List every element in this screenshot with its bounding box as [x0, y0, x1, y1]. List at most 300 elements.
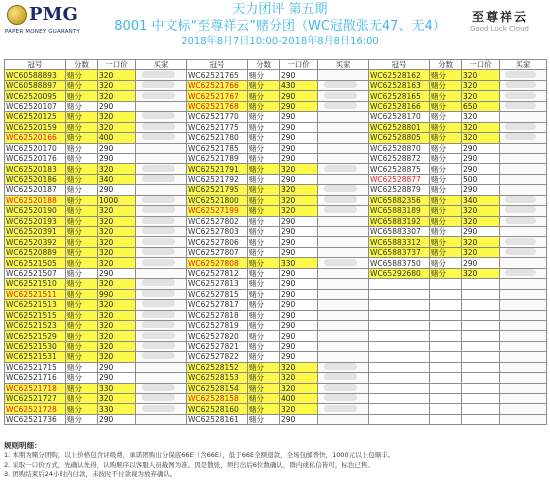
grade-cell: 赌分 — [248, 300, 280, 310]
price-cell: 320 — [280, 164, 318, 174]
buyer-cell — [136, 80, 187, 90]
buyer-cell — [136, 143, 187, 153]
serial-number-cell: WC62521795 — [187, 185, 248, 195]
price-cell: 290 — [280, 268, 318, 278]
grade-cell: 赌分 — [248, 112, 280, 122]
serial-number-cell: WC62521785 — [187, 143, 248, 153]
table-row — [5, 341, 547, 351]
grade-cell: 赌分 — [66, 373, 98, 383]
price-cell — [462, 362, 500, 372]
blurred-buyer-name — [505, 102, 536, 109]
price-cell: 500 — [462, 174, 500, 184]
buyer-cell — [136, 91, 187, 101]
price-cell: 290 — [462, 227, 500, 237]
grade-cell — [430, 289, 462, 299]
serial-number-cell — [369, 320, 430, 330]
buyer-cell — [318, 279, 369, 289]
buyer-cell — [136, 320, 187, 330]
price-cell: 320 — [98, 352, 136, 362]
price-cell — [462, 279, 500, 289]
grade-cell: 赌分 — [248, 237, 280, 247]
price-cell: 290 — [280, 153, 318, 163]
price-cell — [462, 331, 500, 341]
blurred-buyer-name — [142, 112, 176, 119]
buyer-cell — [136, 331, 187, 341]
blurred-buyer-name — [142, 342, 176, 349]
grade-cell: 赌分 — [248, 70, 280, 80]
buyer-cell — [500, 153, 547, 163]
table-row — [5, 237, 547, 247]
buyer-cell — [318, 320, 369, 330]
buyer-cell — [318, 362, 369, 372]
price-cell: 320 — [98, 310, 136, 320]
grade-cell: 赌分 — [430, 101, 462, 111]
buyer-cell — [136, 164, 187, 174]
serial-number-cell: WC62528872 — [369, 153, 430, 163]
grade-cell: 赌分 — [66, 195, 98, 205]
blurred-buyer-name — [324, 363, 358, 370]
blurred-buyer-name — [142, 352, 176, 359]
grade-cell: 赌分 — [430, 112, 462, 122]
col-header: 冠号 — [5, 60, 66, 70]
table-row — [5, 195, 547, 205]
buyer-cell — [500, 352, 547, 362]
buyer-cell — [500, 404, 547, 414]
serial-number-cell: WC62521513 — [5, 300, 66, 310]
serial-number-cell — [369, 414, 430, 424]
serial-number-cell: WC62528875 — [369, 164, 430, 174]
table-row — [5, 404, 547, 414]
price-cell: 340 — [98, 174, 136, 184]
price-cell: 340 — [462, 195, 500, 205]
grade-cell: 赌分 — [248, 206, 280, 216]
price-cell: 320 — [462, 91, 500, 101]
price-cell: 330 — [98, 404, 136, 414]
serial-number-cell — [369, 300, 430, 310]
price-cell: 320 — [462, 70, 500, 80]
grade-cell: 赌分 — [66, 133, 98, 143]
grade-cell: 赌分 — [248, 373, 280, 383]
grade-cell: 赌分 — [66, 174, 98, 184]
blurred-buyer-name — [142, 311, 176, 318]
note-line: 1. 本期为赌分团购，以上价格包含评级费，承诺团购出分保底66E（含66E），低于66E全额退款，全场包邮普快，1000元以上包顺丰。 — [4, 451, 395, 459]
serial-number-cell: WC62521791 — [187, 164, 248, 174]
serial-number-cell: WC62528870 — [369, 143, 430, 153]
price-cell: 320 — [98, 331, 136, 341]
serial-number-cell: WC62521770 — [187, 112, 248, 122]
buyer-cell — [318, 112, 369, 122]
serial-number-cell: WC62528162 — [369, 70, 430, 80]
price-cell: 290 — [98, 268, 136, 278]
blurred-buyer-name — [324, 102, 358, 109]
buyer-cell — [500, 143, 547, 153]
serial-number-cell: WC62520889 — [5, 247, 66, 257]
table-row — [5, 216, 547, 226]
serial-number-cell: WC62521767 — [187, 91, 248, 101]
table-row — [5, 133, 547, 143]
buyer-cell — [500, 373, 547, 383]
grade-cell — [430, 300, 462, 310]
price-cell: 290 — [462, 143, 500, 153]
rules-notes — [4, 441, 546, 493]
serial-number-cell: WC62521530 — [5, 341, 66, 351]
grade-cell — [430, 394, 462, 404]
table-row — [5, 101, 547, 111]
blurred-buyer-name — [324, 165, 358, 172]
serial-number-cell: WC62520176 — [5, 153, 66, 163]
buyer-cell — [136, 404, 187, 414]
table-row — [5, 383, 547, 393]
buyer-cell — [136, 112, 187, 122]
grade-cell: 赌分 — [248, 143, 280, 153]
price-cell — [462, 394, 500, 404]
serial-number-cell: WC62521792 — [187, 174, 248, 184]
serial-number-cell: WC62520187 — [5, 185, 66, 195]
grade-cell — [430, 310, 462, 320]
serial-number-cell: WC62521728 — [5, 404, 66, 414]
buyer-cell — [318, 289, 369, 299]
grade-cell: 赌分 — [248, 91, 280, 101]
buyer-cell — [136, 185, 187, 195]
price-cell: 990 — [98, 289, 136, 299]
grade-cell — [430, 341, 462, 351]
grade-cell — [430, 362, 462, 372]
table-row — [5, 80, 547, 90]
serial-number-cell: WC62521780 — [187, 133, 248, 143]
price-cell: 320 — [98, 216, 136, 226]
buyer-cell — [136, 394, 187, 404]
buyer-cell — [500, 185, 547, 195]
price-cell: 320 — [98, 112, 136, 122]
serial-number-cell — [369, 331, 430, 341]
col-header: 买家 — [136, 60, 187, 70]
buyer-cell — [136, 289, 187, 299]
table-row — [5, 414, 547, 424]
price-cell: 290 — [280, 227, 318, 237]
col-header: 买家 — [500, 60, 547, 70]
blurred-buyer-name — [142, 300, 176, 307]
buyer-cell — [500, 247, 547, 257]
blurred-buyer-name — [505, 248, 536, 255]
price-cell: 320 — [462, 122, 500, 132]
price-cell: 290 — [280, 143, 318, 153]
buyer-cell — [500, 237, 547, 247]
price-cell: 290 — [98, 185, 136, 195]
price-cell: 320 — [280, 404, 318, 414]
price-cell: 400 — [98, 133, 136, 143]
buyer-cell — [500, 101, 547, 111]
serial-number-cell: WC62528877 — [369, 174, 430, 184]
grade-cell: 赌分 — [430, 70, 462, 80]
price-cell: 290 — [98, 373, 136, 383]
buyer-cell — [136, 70, 187, 80]
col-header: 一口价 — [462, 60, 500, 70]
serial-number-cell: WC62520392 — [5, 237, 66, 247]
price-cell: 320 — [98, 70, 136, 80]
grade-cell: 赌分 — [248, 101, 280, 111]
price-cell: 290 — [280, 247, 318, 257]
buyer-cell — [500, 227, 547, 237]
serial-number-cell: WC62520183 — [5, 164, 66, 174]
price-cell: 320 — [98, 91, 136, 101]
page-title: 天力团评 第五期 — [232, 2, 328, 17]
stamp-sub-text: Good Luck Cloud — [470, 25, 529, 33]
grade-cell: 赌分 — [430, 91, 462, 101]
listing-table — [4, 59, 547, 425]
buyer-cell — [318, 206, 369, 216]
notes-title: 规则明细： — [4, 441, 42, 450]
price-cell: 320 — [98, 320, 136, 330]
serial-number-cell: WC62520170 — [5, 143, 66, 153]
blurred-buyer-name — [142, 290, 176, 297]
grade-cell: 赌分 — [66, 279, 98, 289]
serial-number-cell: WC62521507 — [5, 268, 66, 278]
serial-number-cell: WC62527813 — [187, 279, 248, 289]
price-cell: 290 — [280, 216, 318, 226]
price-cell: 330 — [280, 258, 318, 268]
price-cell: 290 — [98, 101, 136, 111]
serial-number-cell: WC62528805 — [369, 133, 430, 143]
grade-cell: 赌分 — [66, 414, 98, 424]
buyer-cell — [136, 195, 187, 205]
serial-number-cell: WC62520166 — [5, 133, 66, 143]
price-cell — [462, 289, 500, 299]
blurred-buyer-name — [505, 71, 536, 78]
serial-number-cell: WC62521505 — [5, 258, 66, 268]
blurred-buyer-name — [142, 175, 176, 182]
grade-cell: 赌分 — [248, 310, 280, 320]
buyer-cell — [318, 101, 369, 111]
blurred-buyer-name — [142, 206, 176, 213]
logo-subtitle: PAPER MONEY GUARANTY — [5, 29, 81, 35]
price-cell: 320 — [280, 373, 318, 383]
table-row — [5, 300, 547, 310]
buyer-cell — [318, 164, 369, 174]
grade-cell: 赌分 — [66, 91, 98, 101]
grade-cell: 赌分 — [248, 122, 280, 132]
grade-cell: 赌分 — [430, 237, 462, 247]
grade-cell: 赌分 — [248, 268, 280, 278]
grade-cell: 赌分 — [66, 112, 98, 122]
buyer-cell — [500, 195, 547, 205]
serial-number-cell — [369, 341, 430, 351]
blurred-buyer-name — [142, 81, 176, 88]
serial-number-cell: WC62528166 — [369, 101, 430, 111]
grade-cell: 赌分 — [66, 341, 98, 351]
buyer-cell — [318, 174, 369, 184]
table-row — [5, 320, 547, 330]
price-cell: 320 — [98, 237, 136, 247]
buyer-cell — [318, 122, 369, 132]
buyer-cell — [136, 279, 187, 289]
price-cell: 290 — [280, 70, 318, 80]
table-row — [5, 206, 547, 216]
serial-number-cell: WC65882356 — [369, 195, 430, 205]
serial-number-cell — [369, 383, 430, 393]
buyer-cell — [136, 341, 187, 351]
buyer-cell — [500, 279, 547, 289]
buyer-cell — [136, 268, 187, 278]
buyer-cell — [136, 258, 187, 268]
serial-number-cell: WC65883189 — [369, 206, 430, 216]
price-cell: 330 — [98, 383, 136, 393]
serial-number-cell: WC65883307 — [369, 227, 430, 237]
buyer-cell — [500, 331, 547, 341]
serial-number-cell: WC62527802 — [187, 216, 248, 226]
serial-number-cell: WC62521716 — [5, 373, 66, 383]
blurred-buyer-name — [324, 405, 358, 412]
price-cell: 320 — [462, 112, 500, 122]
table-header-row — [5, 60, 547, 70]
price-cell — [462, 414, 500, 424]
buyer-cell — [500, 289, 547, 299]
serial-number-cell: WC65883312 — [369, 237, 430, 247]
serial-number-cell: WC62521768 — [187, 101, 248, 111]
blurred-buyer-name — [142, 248, 176, 255]
grade-cell: 赌分 — [248, 80, 280, 90]
blurred-buyer-name — [324, 92, 358, 99]
table-row — [5, 112, 547, 122]
price-cell: 290 — [280, 320, 318, 330]
blurred-buyer-name — [142, 71, 176, 78]
price-cell: 320 — [462, 247, 500, 257]
buyer-cell — [136, 247, 187, 257]
serial-number-cell: WC62528165 — [369, 91, 430, 101]
buyer-cell — [500, 414, 547, 424]
grade-cell: 赌分 — [66, 216, 98, 226]
price-cell: 290 — [98, 143, 136, 153]
grade-cell — [430, 414, 462, 424]
buyer-cell — [318, 70, 369, 80]
grade-cell: 赌分 — [248, 216, 280, 226]
serial-number-cell: WC62528170 — [369, 112, 430, 122]
price-cell: 320 — [98, 300, 136, 310]
serial-number-cell: WC62521766 — [187, 80, 248, 90]
serial-number-cell: WC62527807 — [187, 247, 248, 257]
blurred-buyer-name — [142, 259, 176, 266]
page-header — [0, 0, 550, 58]
price-cell: 400 — [280, 394, 318, 404]
grade-cell: 赌分 — [430, 195, 462, 205]
price-cell: 320 — [462, 133, 500, 143]
blurred-buyer-name — [142, 321, 176, 328]
col-header: 一口价 — [98, 60, 136, 70]
grade-cell: 赌分 — [248, 383, 280, 393]
price-cell: 290 — [462, 153, 500, 163]
grade-cell: 赌分 — [430, 80, 462, 90]
serial-number-cell: WC62520186 — [5, 174, 66, 184]
grade-cell: 赌分 — [248, 133, 280, 143]
buyer-cell — [318, 341, 369, 351]
price-cell: 290 — [280, 310, 318, 320]
grade-cell: 赌分 — [66, 310, 98, 320]
buyer-cell — [500, 164, 547, 174]
blurred-buyer-name — [324, 394, 358, 401]
serial-number-cell: WC65292680 — [369, 268, 430, 278]
table-row — [5, 143, 547, 153]
blurred-buyer-name — [142, 238, 176, 245]
price-cell: 320 — [280, 383, 318, 393]
grade-cell: 赌分 — [248, 394, 280, 404]
blurred-buyer-name — [324, 384, 358, 391]
price-cell: 320 — [462, 268, 500, 278]
grade-cell: 赌分 — [248, 247, 280, 257]
grade-cell — [430, 331, 462, 341]
grade-cell: 赌分 — [248, 404, 280, 414]
blurred-buyer-name — [324, 373, 358, 380]
col-header: 分数 — [248, 60, 280, 70]
grade-cell: 赌分 — [430, 206, 462, 216]
grade-cell: 赌分 — [248, 279, 280, 289]
price-cell — [462, 341, 500, 351]
serial-number-cell — [369, 394, 430, 404]
grade-cell: 赌分 — [248, 258, 280, 268]
serial-number-cell: WC62521515 — [5, 310, 66, 320]
grade-cell: 赌分 — [430, 153, 462, 163]
table-row — [5, 279, 547, 289]
grade-cell — [430, 279, 462, 289]
buyer-cell — [318, 216, 369, 226]
grade-cell — [430, 373, 462, 383]
stamp-main-text: 至尊祥云 — [472, 10, 529, 24]
grade-cell: 赌分 — [66, 227, 98, 237]
serial-number-cell: WC62521800 — [187, 195, 248, 205]
good-luck-cloud-logo — [462, 8, 544, 40]
table-row — [5, 331, 547, 341]
serial-number-cell: WC62528154 — [187, 383, 248, 393]
grade-cell: 赌分 — [66, 164, 98, 174]
serial-number-cell: WC62520190 — [5, 206, 66, 216]
serial-number-cell: WC62528879 — [369, 185, 430, 195]
serial-number-cell: WC65883192 — [369, 216, 430, 226]
grade-cell: 赌分 — [248, 185, 280, 195]
serial-number-cell: WC62520125 — [5, 112, 66, 122]
grade-cell: 赌分 — [66, 383, 98, 393]
serial-number-cell: WC62521511 — [5, 289, 66, 299]
blurred-buyer-name — [142, 227, 176, 234]
grade-cell: 赌分 — [66, 247, 98, 257]
serial-number-cell: WC62527806 — [187, 237, 248, 247]
serial-number-cell: WC62521765 — [187, 70, 248, 80]
grade-cell: 赌分 — [66, 237, 98, 247]
price-cell: 290 — [280, 414, 318, 424]
serial-number-cell: WC62527808 — [187, 258, 248, 268]
price-cell: 320 — [98, 80, 136, 90]
blurred-buyer-name — [505, 238, 536, 245]
price-cell: 320 — [98, 258, 136, 268]
grade-cell: 赌分 — [66, 362, 98, 372]
grade-cell: 赌分 — [66, 268, 98, 278]
buyer-cell — [500, 383, 547, 393]
buyer-cell — [318, 133, 369, 143]
table-row — [5, 174, 547, 184]
grade-cell: 赌分 — [248, 320, 280, 330]
buyer-cell — [500, 112, 547, 122]
grade-cell: 赌分 — [66, 289, 98, 299]
price-cell: 320 — [280, 195, 318, 205]
grade-cell: 赌分 — [248, 174, 280, 184]
grade-cell: 赌分 — [430, 164, 462, 174]
grade-cell — [430, 383, 462, 393]
table-row — [5, 258, 547, 268]
grade-cell: 赌分 — [430, 143, 462, 153]
buyer-cell — [318, 268, 369, 278]
grade-cell: 赌分 — [66, 404, 98, 414]
price-cell: 290 — [462, 164, 500, 174]
col-header: 冠号 — [369, 60, 430, 70]
price-cell: 320 — [98, 122, 136, 132]
buyer-cell — [136, 206, 187, 216]
